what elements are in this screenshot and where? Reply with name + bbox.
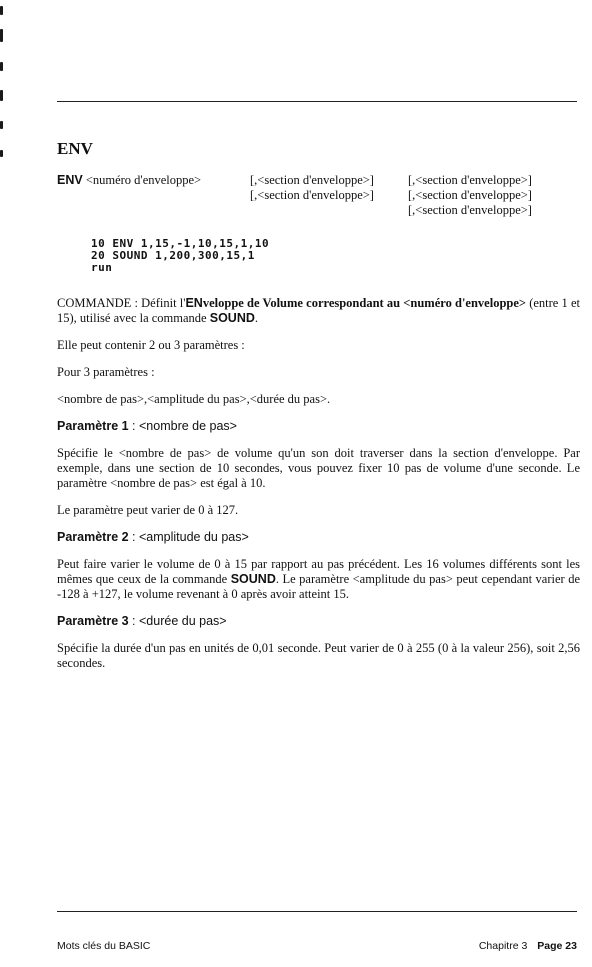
sound-keyword: SOUND xyxy=(209,311,255,325)
syntax-head xyxy=(57,173,201,188)
syntax-section-line: [,<section d'enveloppe>] xyxy=(408,203,532,217)
param2-text: Peut faire varier le volume de 0 à 15 par rapport au pas précédent. Les 16 volumes différents sont les mêmes que ceux de la commande xyxy=(57,557,580,586)
command-text: Définit l' xyxy=(141,296,186,310)
param2-text: . Le paramètre <amplitude du pas> peut cependant varier de -128 à +127, le volume revenant à 0 après avoir atteint 15. xyxy=(57,572,580,601)
command-label: COMMANDE : xyxy=(57,296,138,310)
bottom-rule xyxy=(57,911,577,912)
paragraph-three: Pour 3 paramètres : xyxy=(57,365,155,379)
syntax-section-line: [,<section d'enveloppe>] xyxy=(250,173,374,187)
syntax-section-line: [,<section d'enveloppe>] xyxy=(408,173,532,187)
sound-keyword: SOUND xyxy=(230,572,276,586)
param3-heading xyxy=(57,614,580,629)
code-line: 10 ENV 1,15,-1,10,15,1,10 xyxy=(91,237,270,250)
code-line: run xyxy=(91,261,113,274)
body-text xyxy=(57,296,580,683)
binding-mark xyxy=(0,150,3,157)
command-text: (entre 1 et 15), utilisé avec la commande xyxy=(57,296,580,325)
footer-page-info xyxy=(479,940,577,952)
param3-arg: : <durée du pas> xyxy=(128,614,227,628)
param3-description: Spécifie la durée d'un pas en unités de 0,01 seconde. Peut varier de 0 à 255 (0 à la valeur 256), soit 2,56 secondes. xyxy=(57,641,580,670)
param3-label: Paramètre 3 xyxy=(57,614,129,628)
param2-arg: : <amplitude du pas> xyxy=(128,530,249,544)
code-example xyxy=(91,238,269,274)
env-keyword: EN xyxy=(185,296,203,310)
footer-chapter: Chapitre 3 xyxy=(478,940,528,952)
footer-page-number: Page 23 xyxy=(537,940,577,952)
param1-label: Paramètre 1 xyxy=(57,419,129,433)
param1-description: Spécifie le <nombre de pas> de volume qu'un son doit traverser dans la section d'enveloppe. Par exemple, dans une section de 10 secondes, vous pouvez fixer 10 pas de volume d'une seconde. Le paramètre <nombre de pas> est égal à 10. xyxy=(57,446,580,490)
binding-mark xyxy=(0,6,3,15)
binding-mark xyxy=(0,90,3,101)
binding-mark xyxy=(0,29,3,42)
command-text-bold: Volume correspondant au <numéro d'enveloppe> xyxy=(262,296,527,310)
command-text: veloppe de xyxy=(202,296,263,310)
param1-arg: : <nombre de pas> xyxy=(128,419,237,433)
section-title: ENV xyxy=(57,139,93,158)
footer-book-title: Mots clés du BASIC xyxy=(57,940,151,952)
syntax-section-line: [,<section d'enveloppe>] xyxy=(250,188,374,202)
param2-label: Paramètre 2 xyxy=(57,530,129,544)
syntax-section-line: [,<section d'enveloppe>] xyxy=(408,188,532,202)
syntax-keyword: ENV xyxy=(57,173,83,187)
command-description xyxy=(57,296,580,326)
parameter-list: <nombre de pas>,<amplitude du pas>,<durée du pas>. xyxy=(57,392,331,406)
paragraph-params: Elle peut contenir 2 ou 3 paramètres : xyxy=(57,338,245,352)
binding-mark xyxy=(0,62,3,71)
param1-range: Le paramètre peut varier de 0 à 127. xyxy=(57,503,239,517)
command-text: . xyxy=(254,311,259,325)
binding-mark xyxy=(0,121,3,129)
param2-description xyxy=(57,557,580,602)
code-line: 20 SOUND 1,200,300,15,1 xyxy=(91,249,255,262)
param1-heading xyxy=(57,419,580,434)
syntax-first-arg: <numéro d'enveloppe> xyxy=(85,173,202,187)
param2-heading xyxy=(57,530,580,545)
top-rule xyxy=(57,101,577,102)
